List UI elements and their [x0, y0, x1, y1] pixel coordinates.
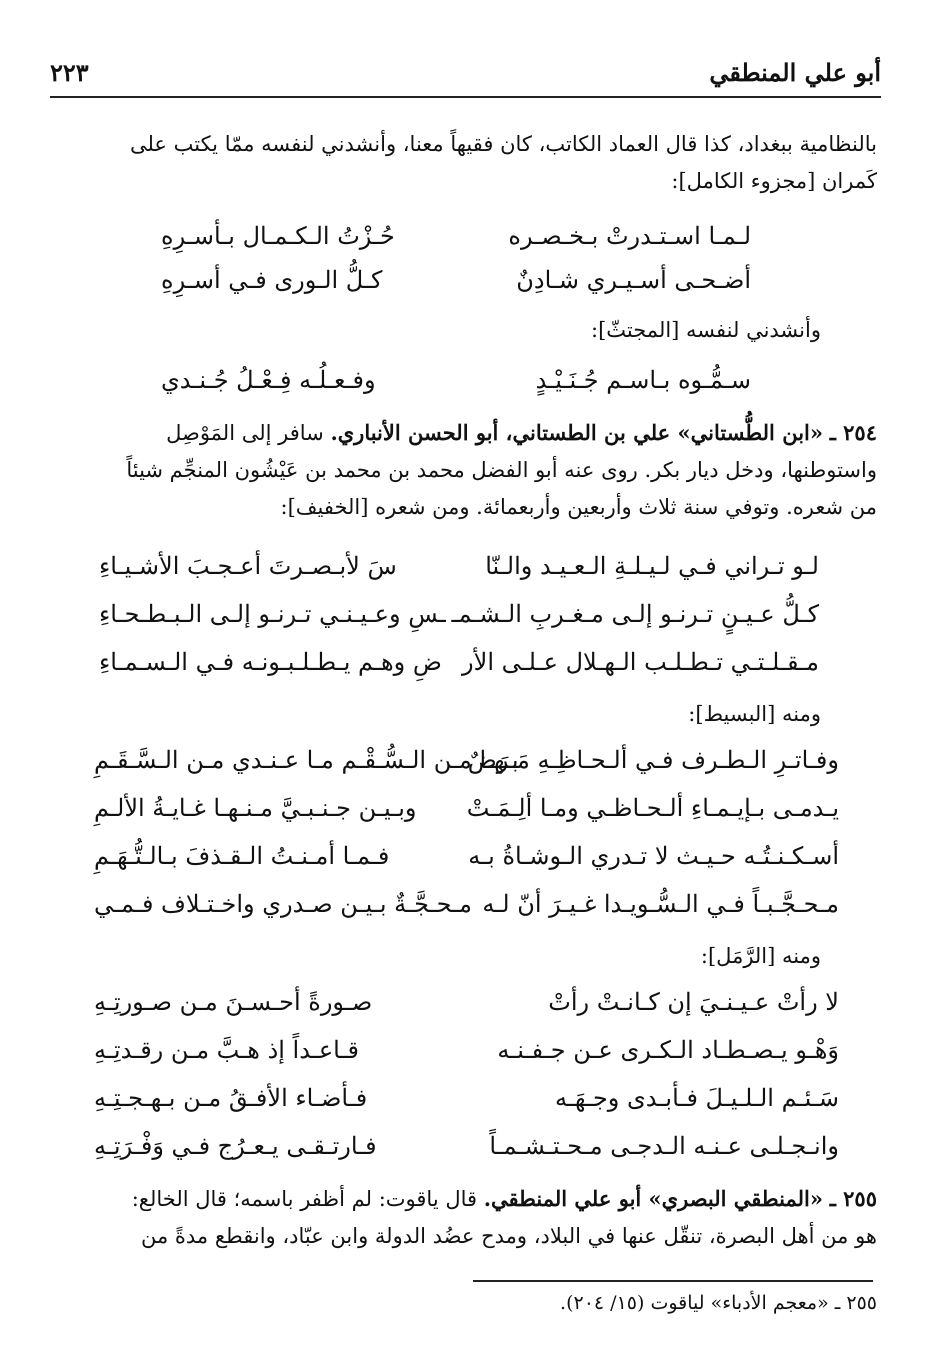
verse: [161, 366, 751, 408]
poem-intro: ومنه [البسيط]:: [688, 702, 821, 726]
verse-second-hemistich: سَ لأبـصـرتَ أعـجـبَ الأشـيـاءِ: [99, 552, 397, 580]
entry-254-line-1: [58, 414, 877, 452]
verse-first-hemistich: وفـاتـرِ الـطـرف فـي ألـحـاظِـهِ مَـرَضٌ: [467, 746, 839, 774]
footnote: ٢٥٥ ـ «معجم الأدباء» لياقوت (١٥/ ٢٠٤).: [560, 1292, 877, 1314]
verse-second-hemistich: ـسِ وعـيـنـي تـرنـو إلـى الـبـطـحـاءِ: [99, 600, 446, 628]
verse: [94, 842, 839, 884]
poem-intro: ومنه [الرَّمَل]:: [700, 944, 821, 968]
verse: [94, 746, 839, 788]
entry-255-line-1: [58, 1180, 877, 1218]
entry-254-number: ٢٥٤ ـ: [829, 420, 877, 445]
verse-second-hemistich: وفـعـلُـه فِـعْـلُ جُـنـدي: [161, 366, 376, 394]
verse-first-hemistich: سـمُّـوه بـاسـم جُـنَـيْـدٍ: [535, 366, 751, 394]
entry-255: [58, 1180, 877, 1255]
verse-first-hemistich: لا رأتْ عـيـنـيَ إن كـانـتْ رأتْ: [548, 988, 839, 1016]
verse: [99, 648, 819, 690]
verse-second-hemistich: وبـيـن جـنـبـيَّ مـنـهـا غـايـةُ الألـمِ: [94, 794, 417, 822]
entry-254-name: «ابن الطُّستاني» علي بن الطستاني، أبو الحسن الأنباري.: [330, 420, 823, 445]
intro-line-1: بالنظامية ببغداد، كذا قال العماد الكاتب، كان فقيهاً معنا، وأنشدني لنفسه ممّا يكتب على: [129, 132, 877, 156]
verse-first-hemistich: وانـجـلـى عـنـه الـدجـى مـحـتـشـمـاً: [489, 1132, 839, 1160]
verse: [94, 988, 839, 1030]
poem-intro: وأنشدني لنفسه [المجتثّ]:: [591, 318, 821, 342]
verse-second-hemistich: فـمـا أمـنـتُ الـقـذفَ بـالـتُّـهَـمِ: [94, 842, 390, 870]
verse-second-hemistich: فـارتـقـى يـعـرُج فـي وَفْـرَتِـهِ: [94, 1132, 377, 1160]
entry-255-text: قال ياقوت: لم أظفر باسمه؛ قال الخالع:: [131, 1187, 478, 1211]
verse: [94, 794, 839, 836]
verse-second-hemistich: قـاعـداً إذ هـبَّ مـن رقـدتِـهِ: [94, 1036, 359, 1064]
page-number: ٢٢٣: [50, 58, 89, 87]
footnote-divider: [473, 1280, 873, 1282]
verse: [99, 600, 819, 642]
verse: [161, 266, 751, 308]
intro-paragraph: [58, 126, 877, 200]
page-header: [50, 52, 881, 98]
verse: [94, 1084, 839, 1126]
verse-first-hemistich: مـحـجَّـبـاً فـي الـسُّـويـدا غـيـرَ أنّ لـه: [482, 890, 839, 918]
verse: [94, 890, 839, 932]
verse: [99, 552, 819, 594]
verse-first-hemistich: أضـحـى أسـيـري شـادِنٌ: [516, 266, 751, 294]
verse-first-hemistich: وَهْـو يـصـطـاد الـكـرى عـن جـفـنـه: [497, 1036, 839, 1064]
verse-first-hemistich: لـو تـراني فـي لـيـلـةِ الـعـيـد والـنّا: [485, 552, 819, 580]
verse-first-hemistich: سَـئـم الـلـيـلَ فـأبـدى وجـهَـه: [554, 1084, 839, 1112]
verse: [161, 222, 751, 264]
entry-255-name: «المنطقي البصري» أبو علي المنطقي.: [483, 1186, 823, 1211]
verse: [94, 1132, 839, 1174]
verse-first-hemistich: يـدمـى بـإيـمـاءِ ألـحـاظـي ومـا ألِـمَـتْ: [466, 794, 839, 822]
entry-254-text: سافر إلى المَوْصِل: [166, 421, 324, 445]
intro-line-2: كَمران [مجزوء الكامل]:: [671, 169, 877, 193]
verse-second-hemistich: فـأضـاء الأفـقُ مـن بـهـجـتِـهِ: [94, 1084, 368, 1112]
verse: [94, 1036, 839, 1078]
verse-second-hemistich: صـورةً أحـسـنَ مـن صـورتِـهِ: [94, 988, 373, 1016]
entry-255-line-2: هو من أهل البصرة، تنقّل عنها في البلاد، ومدح عضُد الدولة وابن عبّاد، وانقطع مدةً من: [140, 1224, 877, 1248]
verse-first-hemistich: مـقـلـتـي تـطـلـب الـهـلال عـلـى الأر: [462, 648, 819, 676]
verse-first-hemistich: أسـكـنـتُـه حـيـث لا تـدري الـوشـاةُ بـه: [468, 842, 839, 870]
entry-255-number: ٢٥٥ ـ: [829, 1186, 877, 1211]
verse-second-hemistich: كـلُّ الـورى فـي أسـرِهِ: [161, 266, 383, 294]
entry-254: [58, 414, 877, 526]
verse-second-hemistich: ضِ وهـم يـطـلـبـونـه فـي الـسـمـاءِ: [99, 648, 442, 676]
verse-first-hemistich: لـمـا اسـتـدرتْ بـخـصـره: [508, 222, 751, 250]
running-title: أبو علي المنطقي: [709, 58, 881, 87]
verse-second-hemistich: حُـزْتُ الـكـمـال بـأسـرِهِ: [161, 222, 395, 250]
entry-254-line-3: من شعره. وتوفي سنة ثلاث وأربعين وأربعمائة. ومن شعره [الخفيف]:: [280, 495, 877, 519]
entry-254-line-2: واستوطنها، ودخل ديار بكر. روى عنه أبو الفضل محمد بن محمد بن عَيْشُون المنجِّم شيئاً: [126, 458, 877, 482]
verse-second-hemistich: بـهـا مـن الـسُّـقْـم مـا عـنـدي مـن الـسَّـقَـمِ: [94, 746, 519, 774]
verse-first-hemistich: كـلُّ عـيـنٍ تـرنـو إلـى مـغـربِ الـشـمـ: [451, 600, 819, 628]
verse-second-hemistich: مـحـجَّـةٌ بـيـن صـدري واخـتـلاف فـمـي: [94, 890, 472, 918]
